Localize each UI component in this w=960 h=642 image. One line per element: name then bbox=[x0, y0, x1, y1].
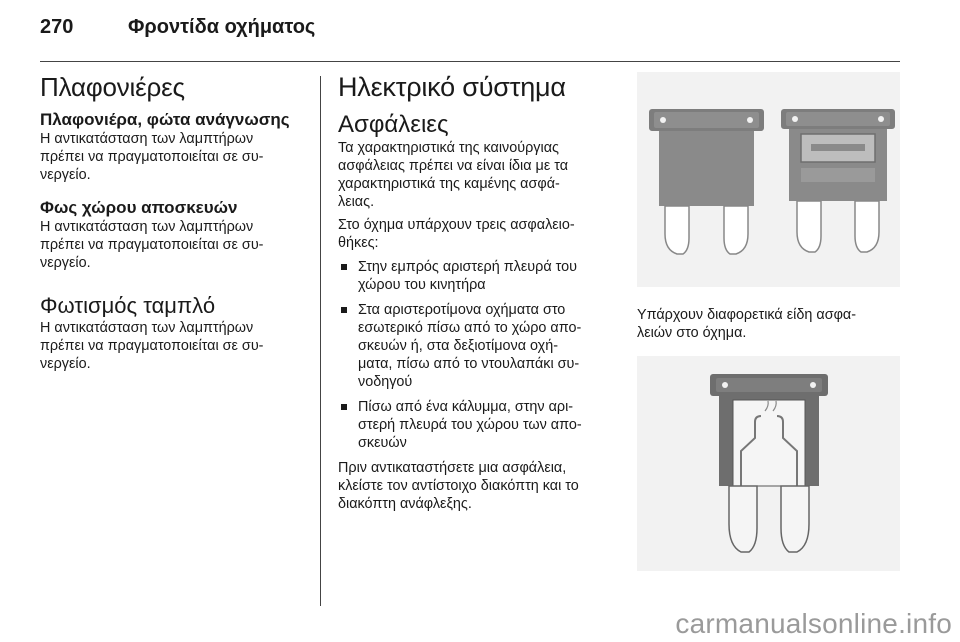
page-header bbox=[40, 16, 900, 48]
bullet-square-icon bbox=[341, 264, 347, 270]
section-heading-dashboard-lighting: Φωτισμός ταμπλό bbox=[40, 293, 216, 318]
subsection-title-trunk-light: Φως χώρου αποσκευών bbox=[40, 198, 238, 217]
fuse-types-illustration bbox=[637, 72, 900, 287]
watermark: carmanualsonline.info bbox=[675, 608, 952, 639]
left-column bbox=[40, 71, 308, 373]
paragraph-fuse-boxes: Στο όχημα υπάρχουν τρεις ασφαλειο- θήκες: bbox=[338, 217, 575, 251]
paragraph-fuse-specs: Τα χαρακτηριστικά της καινούργιας ασφάλειας πρέπει να είναι ίδια με τα χαρακτηριστικά της καμένης ασφά- λειας. bbox=[338, 140, 569, 210]
paragraph-dashboard-lighting: Η αντικατάσταση των λαμπτήρων πρέπει να πραγματοποιείται σε συ- νεργείο. bbox=[40, 320, 264, 372]
fuse-types-figure bbox=[637, 72, 900, 287]
maxi-fuse-icon bbox=[781, 109, 895, 252]
subsection-title-reading-lights: Πλαφονιέρα, φώτα ανάγνωσης bbox=[40, 110, 290, 129]
section-heading-electrical: Ηλεκτρικό σύστημα bbox=[338, 72, 566, 102]
paragraph-reading-lights: Η αντικατάσταση των λαμπτήρων πρέπει να πραγματοποιείται σε συ- νεργείο. bbox=[40, 131, 264, 183]
fuse-box-list bbox=[338, 258, 608, 452]
bullet-square-icon bbox=[341, 307, 347, 313]
middle-column bbox=[338, 71, 608, 513]
bullet-square-icon bbox=[341, 404, 347, 410]
figure-caption: Υπάρχουν διαφορετικά είδη ασφα- λειών στο όχημα. bbox=[637, 307, 857, 341]
blown-fuse-illustration bbox=[637, 356, 900, 571]
paragraph-trunk-light: Η αντικατάσταση των λαμπτήρων πρέπει να πραγματοποιείται σε συ- νεργείο. bbox=[40, 219, 264, 271]
column-divider bbox=[320, 76, 321, 606]
subsection-heading-fuses: Ασφάλειες bbox=[338, 111, 449, 138]
fuse-icon bbox=[710, 374, 828, 552]
header-rule bbox=[40, 61, 900, 62]
list-item: Στην εμπρός αριστερή πλευρά του χώρου του κινητήρα bbox=[338, 258, 608, 294]
running-title: Φροντίδα οχήματος bbox=[128, 16, 316, 38]
list-item: Πίσω από ένα κάλυμμα, στην αρι- στερή πλευρά του χώρου των απο- σκευών bbox=[338, 398, 608, 452]
right-column bbox=[637, 72, 902, 571]
mini-fuse-icon bbox=[649, 109, 764, 254]
blown-fuse-figure bbox=[637, 356, 900, 571]
page-number: 270 bbox=[40, 16, 74, 38]
paragraph-replace-instructions: Πριν αντικαταστήσετε μια ασφάλεια, κλείστε τον αντίστοιχο διακόπτη και το διακόπτη ανάφλεξης. bbox=[338, 460, 579, 512]
section-heading-lights: Πλαφονιέρες bbox=[40, 72, 185, 102]
list-item: Στα αριστεροτίμονα οχήματα στο εσωτερικό πίσω από το χώρο απο- σκευών ή, στα δεξιοτίμονα οχή- ματα, πίσω από το ντουλαπάκι συ- νοδηγού bbox=[338, 301, 608, 391]
